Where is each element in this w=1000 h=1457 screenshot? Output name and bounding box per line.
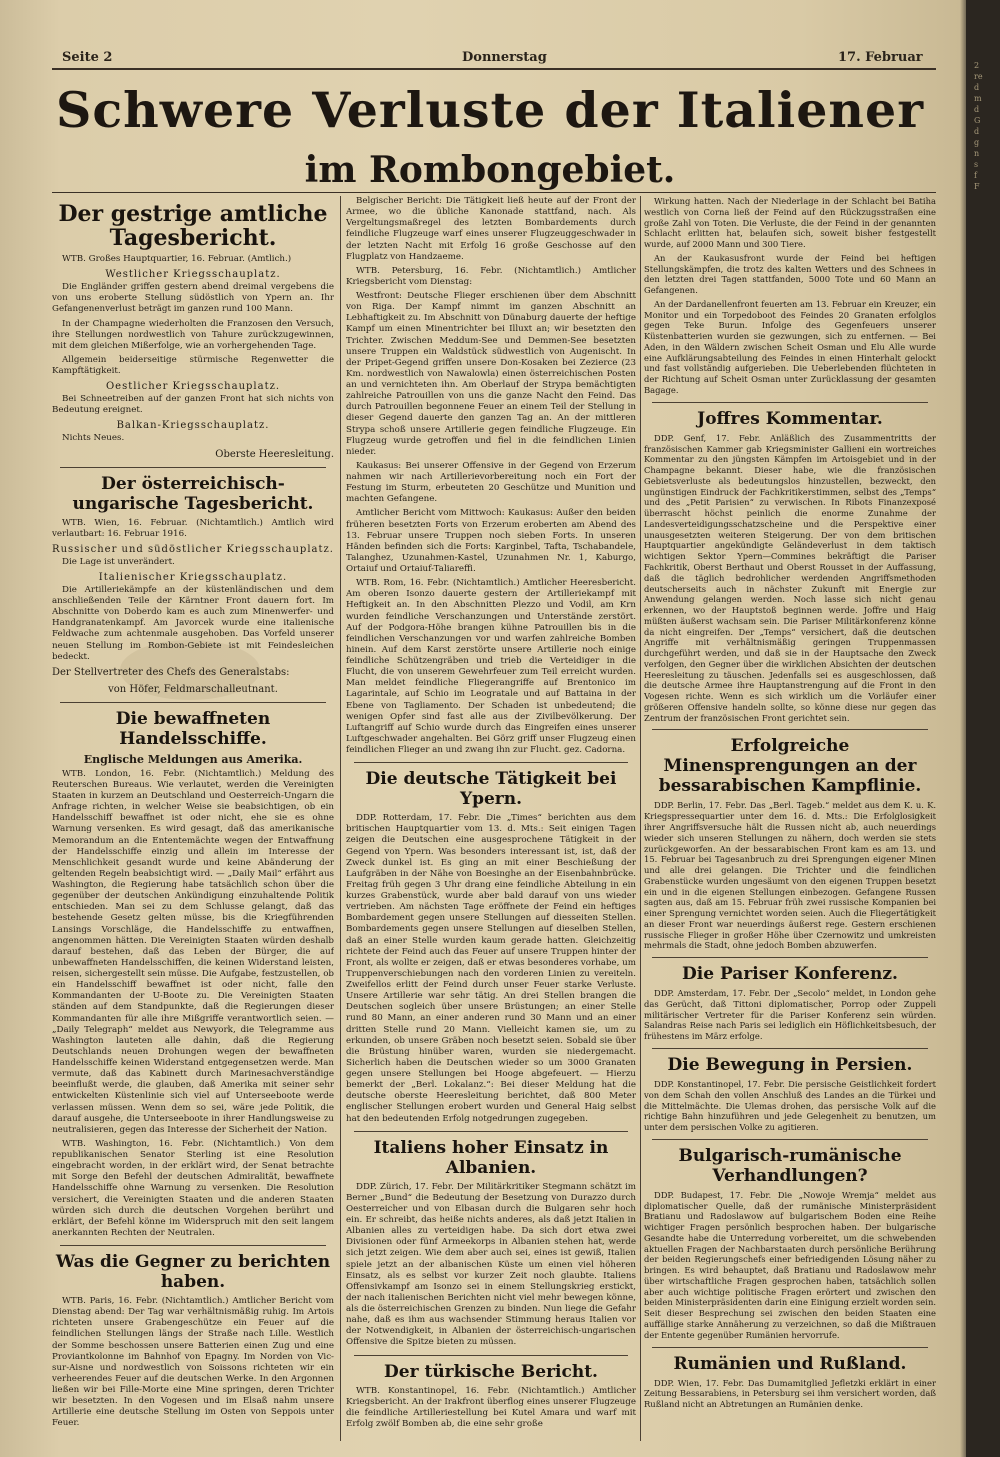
issue-date: 17. Februar [838, 50, 923, 65]
separator [354, 1131, 628, 1132]
article-title: Bulgarisch-rumänische Verhandlungen? [678, 1145, 902, 1186]
separator [652, 957, 928, 958]
article-title: Die Pariser Konferenz. [682, 964, 898, 985]
article-title: Joffres Kommentar. [697, 408, 883, 429]
front-heading: Italienischer Kriegsschauplatz. [98, 571, 288, 583]
paragraph: In der Champagne wiederholten die Franzosen den Versuch, ihre Stellungen nordwestlich von Tahure zurückzugewinnen, mit dem gleichen Mißerfolge, wie an vorhergehenden Tage. [52, 318, 334, 351]
separator [60, 467, 326, 468]
page-number: Seite 2 [62, 50, 113, 65]
paragraph: Allgemein beiderseitige stürmische Regenwetter die Kampftätigkeit. [52, 354, 334, 376]
separator [652, 729, 928, 730]
paragraph: Die Engländer griffen gestern abend dreimal vergebens die von uns eroberte Stellung südöstlich von Ypern an. Ihr Gefangenenverlust beträgt im ganzen rund 100 Mann. [52, 282, 334, 315]
headline-rule [52, 192, 936, 193]
dateline: WTB. Wien, 16. Februar. (Nichtamtlich.) Amtlich wird verlautbart: 16. Februar 1916. [52, 517, 334, 539]
article-title: Der gestrige amtliche Tagesbericht. [58, 201, 328, 251]
paragraph: WTB. Rom, 16. Febr. (Nichtamtlich.) Amtlicher Heeresbericht. Am oberen Isonzo dauerte gestern der Artilleriekampf mit Heftigkeit an. In den Abschnitten Plezzo und Vodil, am Krn wurden feindliche Verschanzungen und Unterstände zerstört. Auf der Podgora-Höhe brangen kühne Patrouillen bis in die feindlichen Verschanzungen vor und warfen zahlreiche Bomben hinein. Auf dem Karst zerstörte unsere Artillerie noch einige feindliche Schützengräben und trieb die Verteidiger in die Flucht, die von unserem Gewehrfeuer zum Teil erreicht wurden. Man meldet feindliche Fliegerangriffe auf Brentonico im Lagarintale, auf Schio im Leogratale und auf Battaina in der Ebene von Tagliamento. Der Schaden ist unbedeutend; die wenigen Opfer sind fast alle aus der Zivilbevölkerung. Der Luftangriff auf Schio wurde durch das Eingreifen eines unserer Luftgeschwader angehalten. Bei Görz griff unser Flugzeug einen feindlichen Flieger an und zwang ihn zur Flucht. gez. Cadorna. [346, 578, 636, 755]
signature: Oberste Heeresleitung. [215, 448, 334, 460]
signature: Der Stellvertreter des Chefs des Generalstabs: [52, 666, 290, 678]
paragraph: Wirkung hatten. Nach der Niederlage in der Schlacht bei Batiha westlich von Corna ließ der Feind auf den Rückzugsstraßen eine große Zahl von Toten. Die Verluste, die der Feind in der genannten Schlacht erlitten hat, belaufen sich, soweit bisher festgestellt wurde, auf 2000 Mann und 300 Tiere. [644, 196, 936, 250]
separator [652, 1347, 928, 1348]
column-2 [346, 196, 636, 1441]
article-title: Rumänien und Rußland. [673, 1353, 907, 1374]
adjacent-page-edge [966, 0, 1000, 1457]
front-heading: Westlicher Kriegsschauplatz. [105, 269, 281, 281]
separator [652, 1048, 928, 1049]
paragraph: Westfront: Deutsche Flieger erschienen über dem Abschnitt von Riga. Der Kampf nimmt im ganzen Abschnitt an Lebhaftigkeit zu. Im Abschnitt von Dünaburg dauerte der heftige Kampf um einen Minentrichter bei Illuxt an; wir besetzten den Trichter. Zwischen Meddum-See und Demmen-See besetzten unsere Truppen ein Waldstück südwestlich von Augenischt. In der Pripet-Gegend griffen unsere Don-Kosaken bei Zezierce (23 Km. nordwestlich von Nawalowla) einen österreichischen Posten an und vernichteten ihn. Am Oberlauf der Strypa bemächtigten zahlreiche Patrouillen von uns die ganze Nacht den Feind. Das durch Patrouillen begonnene Feuer an einem Teil der Stellung in dieser Gegend dauerte den ganzen Tag an. An der mittleren Strypa schoß unsere Artillerie gegen feindliche Flugzeuge. Ein Flugzeug wurde getroffen und fiel in die feindlichen Linien nieder. [346, 291, 636, 457]
paragraph: WTB. Konstantinopel, 16. Febr. (Nichtamtlich.) Amtlicher Kriegsbericht. An der Irakfront überflog eines unserer Flugzeuge die feindliche Artilleriestellung bei Kutel Amara und warf mit Erfolg zwölf Bomben ab, die eine sehr große [346, 1385, 636, 1429]
paragraph: An der Kaukasusfront wurde der Feind bei heftigen Stellungskämpfen, die trotz des kalten Wetters und des Schnees in den letzten drei Tagen stattfanden, 5000 Tote und 60 Mann an Gefangenen. [644, 252, 936, 296]
paragraph: Belgischer Bericht: Die Tätigkeit ließ heute auf der Front der Armee, wo die übliche Kanonade stattfand, nach. Als Vergeltungsmaßregel des letzten Bombardements durch feindliche Flugzeuge warf eines unserer Flugzeuggeschwader in der letzten Nacht mit Erfolg 16 große Geschosse auf den Flugplatz von Handzaeme. [346, 196, 636, 262]
paragraph: DDP. Berlin, 17. Febr. Das „Berl. Tageb.“ meldet aus dem K. u. K. Kriegspressequartier unter dem 16. d. Mts.: Die Erfolglosigkeit ihrer Angriffsversuche hält die Russen nicht ab, auch neuerdings wieder sich unseren Stellungen zu nähern, doch werden sie stets zurückgeworfen. An der bessarabischen Front kam es am 13. und 15. Februar bei Tagesanbruch zu drei Sprengungen eigener Minen und alle drei gelangen. Die Trichter und die feindlichen Grabenstücke wurden ungesäumt von den eigenen Truppen besetzt ein und in die eigenen Stellungen einbezogen. Gefangene Russen sagten aus, daß am 15. Februar früh zwei russische Kompanien bei einer Sprengung vernichtet worden seien. Auch die Fliegertätigkeit an dieser Front war neuerdings äußerst rege. Gestern erschienen russische Flieger in großer Höhe über Czernowitz und umkreisten mehrmals die Stadt, ohne jedoch Bomben abzuwerfen. [644, 800, 936, 951]
separator [354, 1355, 628, 1356]
paragraph: Die Artilleriekämpfe an der küstenländischen und dem anschließenden Teile der Kärntner Front dauern fort. Im Abschnitte von Doberdo kam es auch zum Minenwerfer- und Handgranatenkampf. Am Javorcek wurde eine italienische Feldwache zum achtenmale ausgehoben. Das Vorfeld unserer neuen Stellung im Rombon-Gebiete ist mit Feindesleichen bedeckt. [52, 584, 334, 662]
paragraph: WTB. Paris, 16. Febr. (Nichtamtlich.) Amtlicher Bericht vom Dienstag abend: Der Tag war verhältnismäßig ruhig. Im Artois richteten unsere Grabengeschütze ein Feuer auf die feindlichen Stellungen längs der Straße nach Lille. Westlich der Somme beschossen unsere Batterien einen Zug und eine Proviantkolonne im Bahnhof von Epagny. Im Norden von Vic-sur-Aisne und nordwestlich von Soissons richteten wir ein verheerendes Feuer auf die deutschen Werke. In den Argonnen ließen wir bei Fille-Morte eine Mine springen, deren Trichter wir besetzten. In den Vogesen und im Elsaß nahm unsere Artillerie eine deutsche Stellung im Osten von Seppois unter Feuer. [52, 1296, 334, 1429]
paragraph: DDP. Zürich, 17. Febr. Der Militärkritiker Stegmann schätzt im Berner „Bund“ die Bedeutung der Besetzung von Durazzo durch Oesterreicher und von Elbasan durch die Bulgaren sehr hoch ein. Er schreibt, das heiße nichts anderes, als daß jetzt Italien in Albanien alles zu verteidigen habe. Da sich dort etwa zwei Divisionen oder fünf Armeekorps in Albanien stehen hat, werde sich jetzt zeigen. Wie dem aber auch sei, eines ist gewiß, Italien spiele jetzt an der albanischen Küste um einen viel höheren Einsatz, als es selbst vor kurzer Zeit noch glaubte. Italiens Offensivkampf am Isonzo sei in einem Stellungskrieg erstickt, der nach italienischen Berichten nicht viel mehr bewegen könne, als die österreichischen Grenzen zu binden. Nun liege die Gefahr nahe, daß es ihm aus wachsender Stimmung heraus Italien vor der Notwendigkeit, in Albanien der österreichisch-ungarischen Offensive die Spitze bieten zu müssen. [346, 1181, 636, 1348]
separator [652, 402, 928, 403]
paragraph: DDP. Rotterdam, 17. Febr. Die „Times“ berichten aus dem britischen Hauptquartier vom 13. d. Mts.: Seit einigen Tagen zeigen die Deutschen eine ausgesprochene Tätigkeit in der Gegend von Ypern. Was besonders interessant ist, ist, daß der Zweck dunkel ist. Es ging an mit einer Beschießung der Laufgräben in der Nähe von Boesinghe an der Eisenbahnbrücke. Freitag früh gegen 3 Uhr drang eine feindliche Abteilung in ein kurzes Grabenstück, wurde aber bald darauf von uns wieder vertrieben. Am nächsten Tage eröffnete der Feind ein heftiges Bombardement gegen unsere Stellungen auf diesseiten Stellen. Bombardements gegen unsere Stellungen auf dieselben Stellen, daß an einer Stelle wurden kaum gerade hatten. Gleichzeitig richtete der Feind auch das Feuer auf unsere Truppen hinter der Front, als wollte er zeigen, daß er etwas besonderes vorhabe, um Truppenverschiebungen nach den vorderen Linien zu vereiteln. Zweifellos erlitt der Feind durch unser Feuer starke Verluste. Unsere Artillerie war sehr tätig. An drei Stellen brangen die Deutschen sogleich über unsere Brüstungen; an einer Stelle rund 80 Mann, an einer anderen rund 30 Mann und an einer dritten Stelle rund 20 Mann. Vielleicht kamen sie, um zu erkunden, ob unsere Gräben noch besetzt seien. Sobald sie über die Brüstung hinüber waren, wurden sie niedergemacht. Sicherlich haben die Deutschen wieder so um 3000 Granaten gegen unsere Stellungen bei Hooge abgefeuert. — Hierzu bemerkt der „Berl. Lokalanz.“: Bei dieser Meldung hat die deutsche oberste Heeresleitung berichtet, daß 800 Meter englischer Stellungen erobert wurden und General Haig selbst hat den bedeutenden Erfolg notgedrungen zugegeben. [346, 813, 636, 1124]
paragraph: WTB. Petersburg, 16. Febr. (Nichtamtlich.) Amtlicher Kriegsbericht vom Dienstag: [346, 265, 636, 287]
paragraph: Kaukasus: Bei unserer Offensive in der Gegend von Erzerum nahmen wir nach Artillerievorbereitung noch ein Fort der Festung im Sturm, erbeuteten 20 Geschütze und Munition und machten Gefangene. [346, 460, 636, 505]
edge-text: 2 re d m d G d g n s f F [974, 61, 983, 191]
paragraph: DDP. Genf, 17. Febr. Anläßlich des Zusammentritts der französischen Kammer gab Kriegsminister Gallieni ein wortreiches Kommentar zu den jüngsten Kämpfen im Artoisgebiet und in der Champagne bekannt. Dieser habe, wie die französischen Gebietsverluste als bedeutungslos hinzustellen, bezweckt, den ungünstigen Eindruck der Fachkritikerstimmen, selbst des „Temps“ und des „Petit Parisien“ zu verwischen. In Ribots Finanzexposé überrascht höchst peinlich die enorme Zunahme der Landesverteidigungsschatzscheine und die Perspektive einer unausgesetzten weiteren Steigerung. Der von dem britischen Hauptquartier angekündigte Geländeverlust in dem taktisch wichtigen Sektor Ypern—Commines bekräftigt die Pariser Fachkritik, Oberst Berthaut und Oberst Rousset in der Auffassung, daß die täglich bedrohlicher werdenden Angriffsmethoden deutscherseits auch in nächster Zukunft mit Energie zur Anwendung gelangen werden. Noch lasse sich nicht genau erkennen, wo der Hauptstoß beginnen werde. Joffre und Haig müßten äußerst wachsam sein. Die Pariser Militärkonferenz könne da nicht eingreifen. Der „Temps“ versichert, daß die deutschen Angriffe mit verhältnismäßig geringen Truppenmassen durchgeführt werden, und daß sie in der Hauptsache den Zweck verfolgen, den Gegner über die wirklichen Absichten der deutschen Heeresleitung zu täuschen. Jedenfalls sei es ausgeschlossen, daß die deutsche Armee ihre Hauptanstrengung auf die Front in den Vogesen richte. Wenn es sich wirklich um die Vorläufer einer größeren Offensive handeln sollte, so könne diese nur gegen das Zentrum der französischen Front gerichtet sein. [644, 432, 936, 723]
article-title: Der türkische Bericht. [384, 1361, 598, 1382]
article-title: Der österreichisch-ungarische Tagesbericht. [72, 473, 314, 514]
article-title: Erfolgreiche Minensprengungen an der bessarabischen Kampflinie. [658, 736, 922, 797]
column-rule [340, 196, 341, 1441]
paragraph: WTB. London, 16. Febr. (Nichtamtlich.) Meldung des Reuterschen Bureaus. Wie verlautet, werden die Vereinigten Staaten in kurzem an Deutschland und Oesterreich-Ungarn die Anfrage richten, in welcher Weise sie beabsichtigen, ob ein Handelsschiff bewaffnet ist oder nicht, ehe sie es ohne Warnung versenken. Es wird gesagt, daß das amerikanische Memorandum an die Ententemächte wegen der Entwaffnung der Handelsschiffe einzig und allein im Interesse der Menschlichkeit gesandt wurde und keine Abänderung der geltenden Regeln beabsichtigt wird. — „Daily Mail“ erfährt aus Washington, die Regierung habe tatsächlich schon über die gegenüber der deutschen Ankündigung einzuhaltende Politik entschieden. Man sei zu dem Schlusse gelangt, daß das bestehende Gesetz gelten müsse, bis die Kriegführenden Lansings Vorschläge, die Handelsschiffe zu entwaffnen, angenommen hätten. Die Vereinigten Staaten würden deshalb darauf bestehen, daß das Leben der Bürger, die auf unbewaffneten Handelsschiffen, die keinen Widerstand leisten, reisen, sichergestellt sein müsse. Die Aufgabe, festzustellen, ob ein Handelsschiff bewaffnet ist oder nicht, falle den Kommandanten der U-Boote zu. Die Vereinigten Staaten ständen auf dem Standpunkte, daß die Regierungen dieser Kommandanten für alle ihre Mißgriffe verantwortlich seien. — „Daily Telegraph“ meldet aus Newyork, die Telegramme aus Washington lauteten alle dahin, daß die Regierung Deutschlands neuen Drohungen wegen der bewaffneten Handelsschiffe keinen Widerstand entgegensetzen werde. Man vermute, daß das Kabinett durch Marinesachverständige beeinflußt werde, die glauben, daß Amerika mit seiner sehr entwickelten Küstenlinie sich viel auf Unterseeboote werde verlassen müssen. Wenn dem so sei, wäre jede Politik, die darauf ausgehe, die Unterseeboote in ihrer Handlungsweise zu neutralisieren, gegen das Interesse der Sicherheit der Nation. [52, 768, 334, 1135]
dateline: WTB. Großes Hauptquartier, 16. Februar. (Amtlich.) [62, 254, 292, 264]
paragraph: DDP. Budapest, 17. Febr. Die „Nowoje Wremja“ meldet aus diplomatischer Quelle, daß der rumänische Ministerpräsident Bratianu und Radoslawow auf bulgarischem Boden eine Reihe wichtiger Fragen persönlich besprochen haben. Der bulgarische Gesandte habe die Unterredung vorbereitet, um die schwebenden aktuellen Fragen der Nachbarstaaten durch persönliche Berührung der beiden Regierungschefs einer befriedigenden Lösung näher zu bringen. Es wird behauptet, daß Bratianu und Radoslawow mehr über wirtschaftliche Fragen gesprochen haben, tatsächlich sollen aber auch wichtige politische Fragen erörtert und zwischen den beiden Ministerpräsidenten darin eine Einigung erzielt worden sein. Seit dieser Besprechung sei zwischen den beiden Staaten eine auffällige starke Annäherung zu verzeichnen, so daß die Mißtrauen der Entente gegenüber Rumänien hervorrufe. [644, 1189, 936, 1340]
article-title: Die bewaffneten Handelsschiffe. [115, 708, 271, 749]
main-headline: Schwere Verluste der Italiener [55, 81, 925, 139]
paragraph: DDP. Konstantinopel, 17. Febr. Die persische Geistlichkeit fordert von dem Schah den vollen Anschluß des Landes an die Türkei und die Mittelmächte. Die Ulemas drohen, das persische Volk auf die richtige Bahn hinzuführen und jede Gelegenheit zu benutzen, um unter dem persischen Volke zu agitieren. [644, 1079, 936, 1133]
article-title: Was die Gegner zu berichten haben. [55, 1252, 331, 1292]
separator [60, 1245, 326, 1246]
paragraph: WTB. Washington, 16. Febr. (Nichtamtlich.) Von dem republikanischen Senator Sterling ist eine Resolution eingebracht worden, in der erklärt wird, der Senat betrachte mit Sorge den Befehl der deutschen Admiralität, bewaffnete Handelsschiffe ohne Warnung zu versenken. Die Resolution versichert, die Vereinigten Staaten und die anderen Staaten würden sich durch die deutschen Vorgehen berührt und erklärt, der Befehl könne im Widerspruch mit den seit langem anerkannten Rechten der Neutralen. [52, 1138, 334, 1238]
paragraph: Nichts Neues. [62, 433, 125, 444]
paragraph: Amtlicher Bericht vom Mittwoch: Kaukasus: Außer den beiden früheren besetzten Forts von Erzerum eroberten am Abend des 13. Februar unsere Truppen noch sieben Forts. In unseren Händen befinden sich die Forts: Karginbel, Tafta, Tschabandele, Talanghez, Uzunahmen-Kastel, Uzunahmen Nr. 1, Kaburgo, Ortaiuf und Ortaiuf-Taliareffi. [346, 508, 636, 574]
separator [60, 702, 326, 703]
front-heading: Oestlicher Kriegsschauplatz. [105, 381, 281, 393]
sub-headline: im Rombongebiet. [304, 149, 676, 191]
article-title: Die Bewegung in Persien. [667, 1055, 913, 1075]
separator [354, 762, 628, 763]
column-3 [644, 196, 936, 1441]
paragraph: Bei Schneetreiben auf der ganzen Front hat sich nichts von Bedeutung ereignet. [52, 394, 334, 416]
weekday: Donnerstag [462, 50, 547, 65]
article-subtitle: Englische Meldungen aus Amerika. [83, 752, 303, 766]
article-title: Die deutsche Tätigkeit bei Ypern. [365, 769, 617, 810]
paragraph: DDP. Amsterdam, 17. Febr. Der „Secolo“ meldet, in London gehe das Gerücht, daß Tittoni diplomatischer, Porrop oder Zuppeli militärischer Vertreter für die Pariser Konferenz sein würden. Salandras Reise nach Paris sei lediglich ein Höflichkeitsbesuch, der frühestens im März erfolge. [644, 988, 936, 1042]
paragraph: DDP. Wien, 17. Febr. Das Dumamitglied Jefletzki erklärt in einer Zeitung Bessarabiens, in Petersburg sei ihm versichert worden, daß Rußland nicht an Abtretungen an Rumänien denke. [644, 1377, 936, 1410]
separator [652, 1139, 928, 1140]
paragraph: An der Dardanellenfront feuerten am 13. Februar ein Kreuzer, ein Monitor und ein Torpedoboot des Feindes 20 Granaten erfolglos gegen Teke Burun. Infolge des Gegenfeuers unserer Küstenbatterien wurden sie gezwungen, sich zu entfernen. — Bei Aden, in den Wäldern zwischen Scheit Osman und Elu Alle wurde eine Aufklärungsabteilung des Feindes in einen Hinterhalt gelockt und fast vollständig aufgerieben. Die Ueberlebenden flüchteten in der Richtung auf Scheit Osman unter Zurücklassung der gesamten Bagage. [644, 298, 936, 396]
signature: von Höfer, Feldmarschalleutnant. [108, 683, 278, 695]
paragraph: Die Lage ist unverändert. [62, 556, 175, 567]
article-title: Italiens hoher Einsatz in Albanien. [373, 1137, 609, 1178]
column-rule [640, 196, 641, 1441]
front-heading: Balkan-Kriegsschauplatz. [116, 420, 270, 432]
front-heading: Russischer und südöstlicher Kriegsschauplatz. [52, 543, 334, 555]
column-1 [52, 196, 334, 1441]
